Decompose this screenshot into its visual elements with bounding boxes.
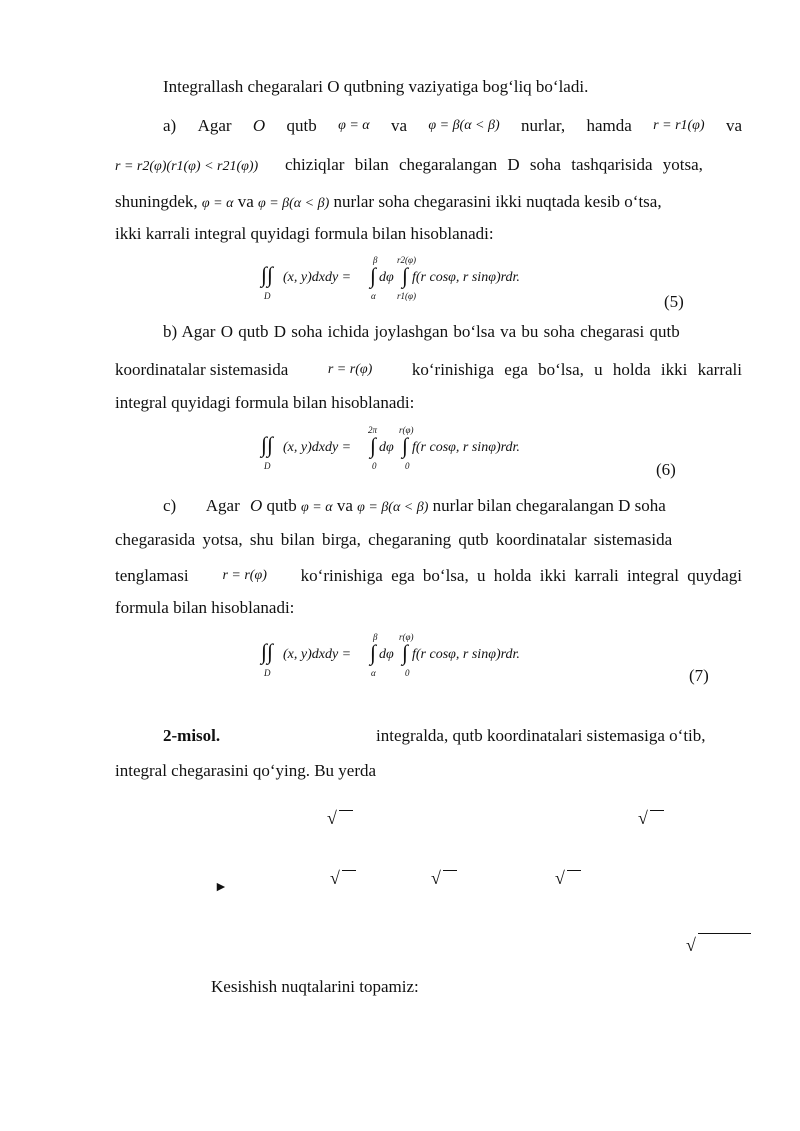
case-a-line-4: ikki karrali integral quyidagi formula bilan hisoblanadi: [115, 224, 494, 243]
formula-5-outer-upper: β [373, 255, 378, 265]
case-c-line-3-rest: ko‘rinishiga ega bo‘lsa, u holda ikki karrali integral quydagi [300, 566, 742, 585]
case-a-line-3-va: va [237, 192, 254, 211]
double-integral-sign: ∫∫ [261, 262, 274, 287]
case-b-r-equation: r = r(φ) [327, 362, 373, 377]
formula-7-lhs: (x, y)dxdy = [283, 647, 352, 662]
case-a-line-3-start: shuningdek, [115, 192, 198, 211]
integral-sign: ∫ [370, 263, 377, 288]
case-a-phi-beta: φ = β(α < β) [428, 118, 500, 133]
sqrt-bar [567, 870, 581, 871]
formula-5-dphi: dφ [379, 270, 394, 285]
case-a-r1: r = r1(φ) [653, 118, 705, 133]
formula-5-lhs: (x, y)dxdy = [283, 270, 352, 285]
case-a-hamda: hamda [586, 116, 632, 135]
formula-5-inner-upper: r2(φ) [397, 255, 416, 265]
example-2-line-1-rest: integralda, qutb koordinatalari sistemasiga o‘tib, [376, 726, 706, 745]
equation-number-6: (6) [656, 460, 676, 479]
example-2-line-2: integral chegarasini qo‘ying. Bu yerda [115, 761, 377, 780]
case-c-rest: nurlar bilan chegaralangan D soha [432, 496, 666, 515]
sqrt-symbol: √ [638, 808, 648, 828]
intro-paragraph: Integrallash chegaralari O qutbning vaziyatiga bog‘liq bo‘ladi. [163, 77, 589, 96]
sqrt-bar [650, 810, 664, 811]
case-a-phi-alpha: φ = α [338, 118, 370, 133]
double-integral-sign: ∫∫ [261, 432, 274, 457]
sqrt-symbol: √ [327, 808, 337, 828]
case-c-phi-beta: φ = β(α < β) [357, 500, 429, 515]
sqrt-bar [342, 870, 356, 871]
formula-7-inner-upper: r(φ) [399, 632, 414, 642]
equation-number-5: (5) [664, 292, 684, 311]
case-a-line-2-rest [285, 155, 742, 175]
equation-number-7: (7) [689, 666, 709, 685]
integral-sign: ∫ [402, 433, 409, 458]
case-a-line-3-phi-beta: φ = β(α < β) [257, 196, 330, 211]
formula-7-inner-lower: 0 [405, 668, 410, 678]
sqrt-bar [443, 870, 457, 871]
case-a-line-3 [115, 192, 662, 214]
formula-6-integrand: f(r cosφ, r sinφ)rdr. [412, 440, 520, 455]
sqrt-bar [339, 810, 353, 811]
formula-6-lhs: (x, y)dxdy = [283, 440, 352, 455]
case-c-pole: O [250, 496, 263, 515]
integral-sign: ∫ [402, 640, 409, 665]
sqrt-symbol: √ [686, 935, 696, 955]
case-a-line-1 [115, 116, 742, 136]
case-b-line-1: b) Agar O qutb D soha ichida joylashgan bo‘lsa va bu soha chegarasi qutb [163, 322, 680, 341]
formula-7-domain: D [264, 668, 271, 678]
case-a-va: va [390, 116, 408, 135]
sqrt-symbol: √ [555, 868, 565, 888]
intersection-points-line: Kesishish nuqtalarini topamiz: [211, 977, 419, 996]
formula-6-dphi: dφ [379, 440, 394, 455]
integral-sign: ∫ [370, 640, 377, 665]
case-b-line-3: integral quyidagi formula bilan hisoblanadi: [115, 393, 415, 412]
case-c-va: va [336, 496, 353, 515]
case-c-phi-alpha: φ = α [301, 500, 333, 515]
case-c-qutb: qutb [262, 496, 297, 515]
case-c-label: c) [163, 496, 177, 515]
case-a-r2: r = r2(φ)(r1(φ) < r21(φ)) [115, 159, 259, 174]
formula-5-outer-lower: α [371, 291, 376, 301]
formula-6-outer-upper: 2π [368, 425, 378, 435]
sqrt-bar [698, 933, 751, 934]
case-a-pole: O [252, 116, 266, 135]
case-c-line-2: chegarasida yotsa, shu bilan birga, chegaraning qutb koordinatalar sistemasida [115, 530, 673, 549]
case-a-line-2-text: chiziqlar bilan chegaralangan D soha tashqarisida yotsa, [285, 155, 703, 174]
integral-sign: ∫ [370, 433, 377, 458]
sqrt-symbol: √ [431, 868, 441, 888]
case-c-line-4: formula bilan hisoblanadi: [115, 598, 295, 617]
formula-6-inner-upper: r(φ) [399, 425, 414, 435]
case-a-label: a) [163, 116, 177, 135]
case-b-line-2-rest: ko‘rinishiga ega bo‘lsa, u holda ikki karrali [411, 360, 742, 379]
sqrt-symbol: √ [330, 868, 340, 888]
case-c-r-equation: r = r(φ) [222, 568, 267, 583]
case-c-line-3 [115, 566, 742, 586]
formula-7-outer-upper: β [373, 632, 378, 642]
case-a-va-2: va [725, 116, 742, 135]
integral-sign: ∫ [402, 263, 409, 288]
case-c-line-1 [163, 496, 666, 518]
case-a-qutb: qutb [286, 116, 317, 135]
case-a-agar: Agar [197, 116, 232, 135]
formula-5-domain: D [264, 291, 271, 301]
formula-7-integrand: f(r cosφ, r sinφ)rdr. [412, 647, 520, 662]
example-2-label: 2-misol. [163, 726, 221, 745]
formula-6-domain: D [264, 461, 271, 471]
case-c-line-3-start: tenglamasi [115, 566, 189, 585]
case-a-nurlar: nurlar, [520, 116, 566, 135]
case-a-line-3-rest: nurlar soha chegarasini ikki nuqtada kesib o‘tsa, [333, 192, 662, 211]
formula-7-dphi: dφ [379, 647, 394, 662]
case-a-line-3-phi-alpha: φ = α [201, 196, 234, 211]
case-c-agar: Agar [205, 496, 240, 515]
formula-6-outer-lower: 0 [372, 461, 377, 471]
example-2-line-1 [163, 726, 220, 746]
case-b-line-2-start: koordinatalar sistemasida [115, 360, 289, 379]
double-integral-sign: ∫∫ [261, 639, 274, 664]
formula-5-integrand: f(r cosφ, r sinφ)rdr. [412, 270, 520, 285]
formula-5-inner-lower: r1(φ) [397, 291, 416, 301]
case-b-line-2 [115, 360, 742, 380]
arrow-marker-icon: ► [214, 880, 228, 895]
formula-7-outer-lower: α [371, 668, 376, 678]
case-a-line-2 [115, 155, 258, 177]
formula-6-inner-lower: 0 [405, 461, 410, 471]
